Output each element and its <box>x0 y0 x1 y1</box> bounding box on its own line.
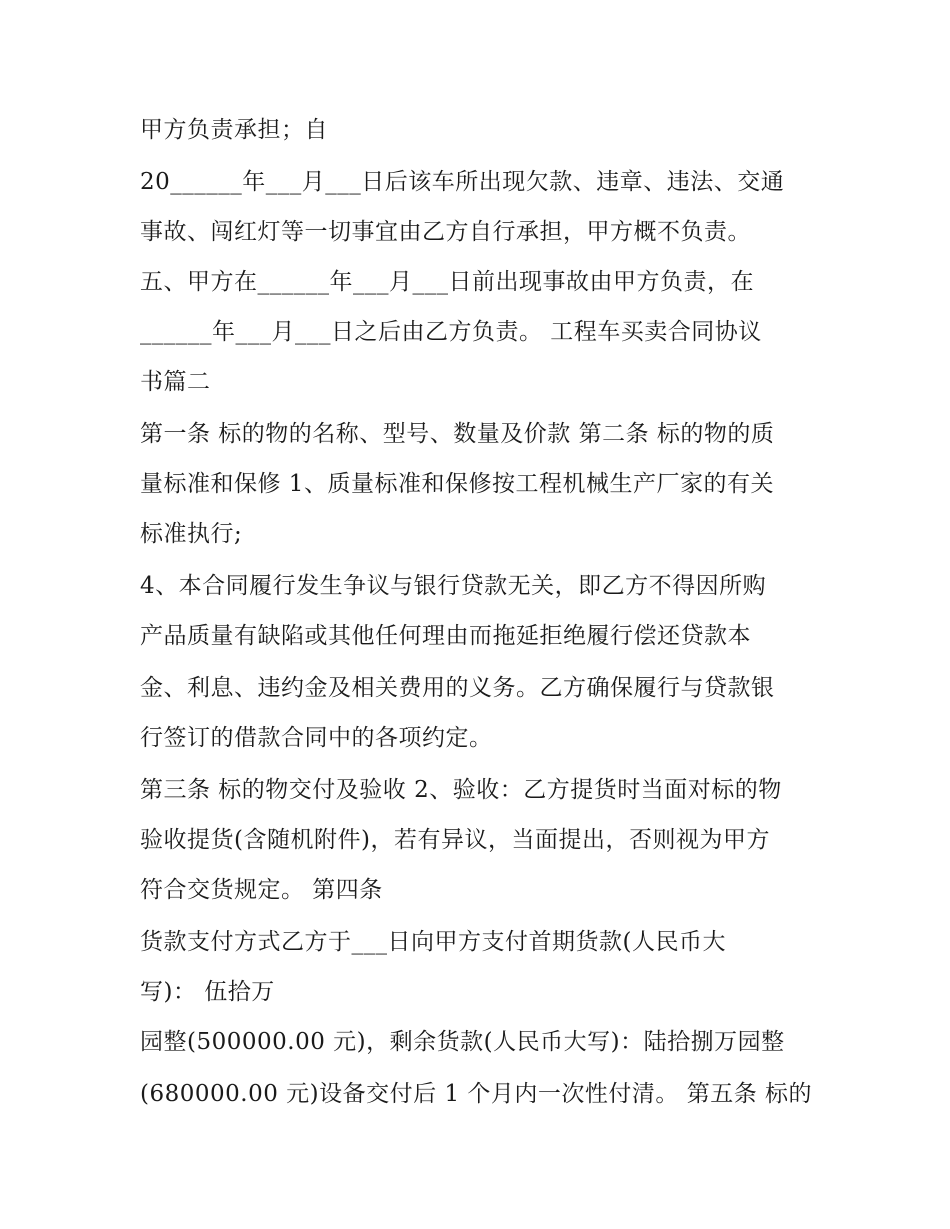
text-line: 第一条 标的物的名称、型号、数量及价款 第二条 标的物的质 <box>140 421 775 447</box>
text-line: 标准执行; <box>140 521 243 547</box>
text-line: 甲方负责承担；自 <box>140 117 328 143</box>
text-line: 产品质量有缺陷或其他任何理由而拖延拒绝履行偿还贷款本 <box>140 623 751 649</box>
text-line: 验收提货(含随机附件)，若有异议，当面提出，否则视为甲方 <box>140 827 770 853</box>
text-line: 写)： 伍拾万 <box>140 979 275 1005</box>
text-line: 第三条 标的物交付及验收 2、验收：乙方提货时当面对标的物 <box>140 777 782 803</box>
text-line: 量标准和保修 1、质量标准和保修按工程机械生产厂家的有关 <box>140 471 774 497</box>
text-line: 符合交货规定。 第四条 <box>140 877 383 903</box>
text-line: ______年___月___日之后由乙方负责。 工程车买卖合同协议 <box>140 319 762 345</box>
text-line: 五、甲方在______年___月___日前出现事故由甲方负责，在 <box>140 269 754 295</box>
text-line: 园整(500000.00 元)，剩余货款(人民币大写)：陆拾捌万园整 <box>140 1029 785 1055</box>
text-line: 4、本合同履行发生争议与银行贷款无关，即乙方不得因所购 <box>140 573 767 599</box>
text-line: 行签订的借款合同中的各项约定。 <box>140 725 493 751</box>
text-line: 20______年___月___日后该车所出现欠款、违章、违法、交通 <box>140 169 785 195</box>
text-line: 书篇二 <box>140 369 211 395</box>
text-line: 金、利息、违约金及相关费用的义务。乙方确保履行与贷款银 <box>140 675 775 701</box>
text-line: (680000.00 元)设备交付后 1 个月内一次性付清。 第五条 标的 <box>140 1081 813 1107</box>
text-line: 货款支付方式乙方于___日向甲方支付首期货款(人民币大 <box>140 929 726 955</box>
text-line: 事故、闯红灯等一切事宜由乙方自行承担，甲方概不负责。 <box>140 219 751 245</box>
